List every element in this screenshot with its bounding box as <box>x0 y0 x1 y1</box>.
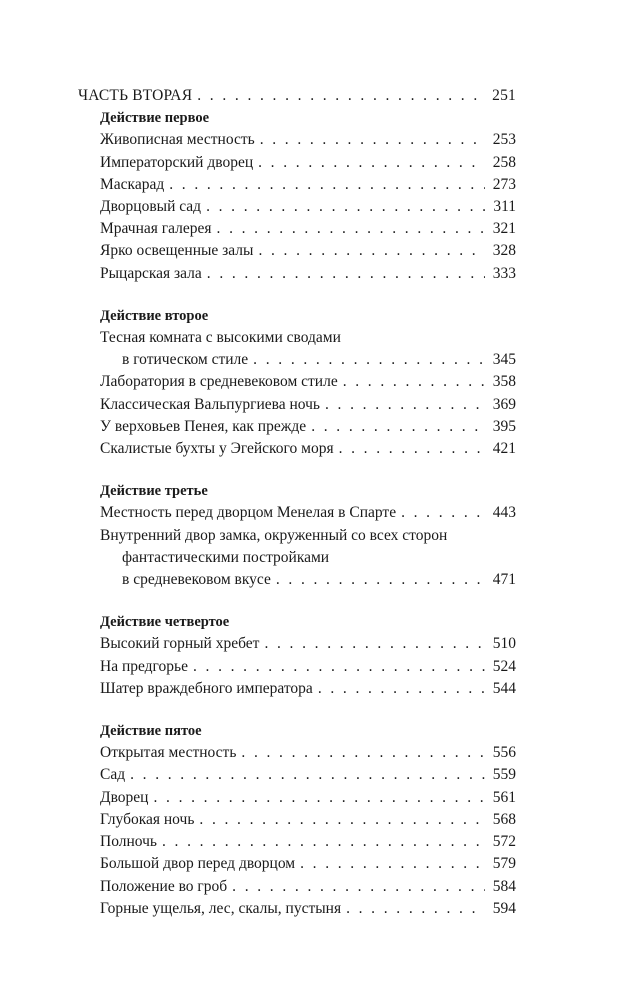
toc-entry <box>78 349 516 371</box>
toc-entry-title: в средневековом вкусе <box>122 571 271 589</box>
toc-page-number: 258 <box>492 153 516 171</box>
toc-page-number: 579 <box>492 855 516 873</box>
toc-entry-title: Скалистые бухты у Эгейского моря <box>100 440 334 458</box>
toc-page-number: 358 <box>492 373 516 391</box>
section-gap <box>78 460 516 480</box>
toc-entry-title: Мрачная галерея <box>100 220 212 238</box>
toc-leader-dots <box>401 502 485 524</box>
toc-entry <box>78 416 516 438</box>
toc-entry-title: Дворец <box>100 788 149 806</box>
toc-leader-dots <box>343 371 485 393</box>
toc-page-number: 544 <box>492 679 516 697</box>
toc-leader-dots <box>206 196 485 218</box>
toc-leader-dots <box>318 678 485 700</box>
toc-leader-dots <box>260 129 485 151</box>
toc-leader-dots <box>199 809 485 831</box>
toc-entry-title: Классическая Вальпургиева ночь <box>100 395 320 413</box>
toc-entry <box>78 240 516 262</box>
toc-page-number: 524 <box>492 657 516 675</box>
toc-page-number: 311 <box>493 198 516 216</box>
toc-entry <box>78 764 516 786</box>
toc-entry-title: Местность перед дворцом Менелая в Спарте <box>100 504 397 522</box>
toc-entry <box>78 876 516 898</box>
toc-leader-dots <box>241 742 485 764</box>
toc-entry-title: в готическом стиле <box>122 351 249 369</box>
toc-entry <box>78 196 516 218</box>
toc-entry-title: Высокий горный хребет <box>100 635 260 653</box>
toc-entry-title: Открытая местность <box>100 744 237 762</box>
toc-page-number: 345 <box>492 351 516 369</box>
toc-entry <box>78 218 516 240</box>
toc-entry <box>78 371 516 393</box>
toc-leader-dots <box>153 787 485 809</box>
toc-page-number: 251 <box>492 87 516 104</box>
toc-page-number: 559 <box>492 766 516 784</box>
toc-entry <box>78 656 516 678</box>
toc-entry <box>78 898 516 920</box>
toc-entry-title: Глубокая ночь <box>100 810 195 828</box>
toc-entry-title: Лаборатория в средневековом стиле <box>100 373 338 391</box>
toc-leader-dots <box>264 633 485 655</box>
toc-entry <box>78 394 516 416</box>
section-gap <box>78 285 516 305</box>
toc-entry <box>78 129 516 151</box>
toc-page-number: 369 <box>492 395 516 413</box>
toc-entry-title: Сад <box>100 766 126 784</box>
toc-page-number: 253 <box>492 131 516 149</box>
toc-leader-dots <box>253 349 485 371</box>
toc-leader-dots <box>258 240 485 262</box>
toc-part-title: ЧАСТЬ ВТОРАЯ <box>78 87 193 104</box>
toc-page-number: 572 <box>492 833 516 851</box>
toc-entry-title: Императорский дворец <box>100 153 254 171</box>
toc-leader-dots <box>258 152 485 174</box>
toc-leader-dots <box>217 218 485 240</box>
section-gap <box>78 591 516 611</box>
toc-leader-dots <box>162 831 485 853</box>
toc-entry <box>78 831 516 853</box>
toc-entry-title: Маскарад <box>100 175 165 193</box>
toc-entry <box>78 263 516 285</box>
toc-entry-title: Положение во гроб <box>100 877 228 895</box>
toc-entry-title: Шатер враждебного императора <box>100 679 313 697</box>
toc-entry <box>78 174 516 196</box>
toc-page-number: 594 <box>492 899 516 917</box>
toc-entry-first-line: Тесная комната с высокими сводами <box>100 329 341 347</box>
toc-page-number: 556 <box>492 744 516 762</box>
act-heading: Действие четвертое <box>100 614 230 631</box>
toc-part-entry <box>78 85 516 107</box>
toc-entry <box>78 787 516 809</box>
toc-page-number: 561 <box>492 788 516 806</box>
toc-leader-dots <box>197 85 485 107</box>
act-heading: Действие второе <box>100 307 209 324</box>
toc-entry <box>78 742 516 764</box>
toc-entry <box>78 853 516 875</box>
toc-entry-title: Полночь <box>100 833 157 851</box>
toc-entry-title: Горные ущелья, лес, скалы, пустыня <box>100 899 342 917</box>
toc-page-number: 395 <box>492 417 516 435</box>
toc-leader-dots <box>169 174 485 196</box>
toc-entry-title: У верховьев Пенея, как прежде <box>100 417 307 435</box>
toc-page-number: 273 <box>492 175 516 193</box>
toc-leader-dots <box>300 853 485 875</box>
toc-entry-title: На предгорье <box>100 657 188 675</box>
toc-entry <box>78 678 516 700</box>
toc-page-number: 584 <box>492 877 516 895</box>
toc-page-number: 568 <box>492 810 516 828</box>
toc-entry <box>78 809 516 831</box>
toc-page-number: 321 <box>492 220 516 238</box>
toc-entry-title: Живописная местность <box>100 131 255 149</box>
toc-leader-dots <box>232 876 485 898</box>
toc-entry-title: Ярко освещенные залы <box>100 242 254 260</box>
toc-entry <box>78 438 516 460</box>
toc-entry-title: Большой двор перед дворцом <box>100 855 296 873</box>
toc-leader-dots <box>325 394 485 416</box>
toc-entry <box>78 633 516 655</box>
toc-entry-title: Рыцарская зала <box>100 264 202 282</box>
act-heading: Действие первое <box>100 110 210 127</box>
toc-page-number: 443 <box>492 504 516 522</box>
toc-entry-first-line: Внутренний двор замка, окруженный со всех сторон <box>100 526 448 544</box>
section-gap <box>78 700 516 720</box>
toc-page-number: 510 <box>492 635 516 653</box>
toc-entry-second-line: фантастическими постройками <box>122 548 330 566</box>
toc-leader-dots <box>193 656 485 678</box>
toc-leader-dots <box>130 764 485 786</box>
toc-leader-dots <box>276 569 485 591</box>
toc-page-number: 471 <box>492 571 516 589</box>
table-of-contents <box>78 85 516 920</box>
toc-entry-title: Дворцовый сад <box>100 198 202 216</box>
toc-page-number: 328 <box>492 242 516 260</box>
act-heading: Действие третье <box>100 483 208 500</box>
toc-entry <box>78 569 516 591</box>
act-heading: Действие пятое <box>100 723 202 740</box>
toc-entry <box>78 502 516 524</box>
toc-page-number: 333 <box>492 264 516 282</box>
toc-leader-dots <box>207 263 485 285</box>
toc-leader-dots <box>346 898 485 920</box>
toc-leader-dots <box>311 416 485 438</box>
toc-entry <box>78 152 516 174</box>
toc-page-number: 421 <box>492 440 516 458</box>
toc-leader-dots <box>339 438 485 460</box>
